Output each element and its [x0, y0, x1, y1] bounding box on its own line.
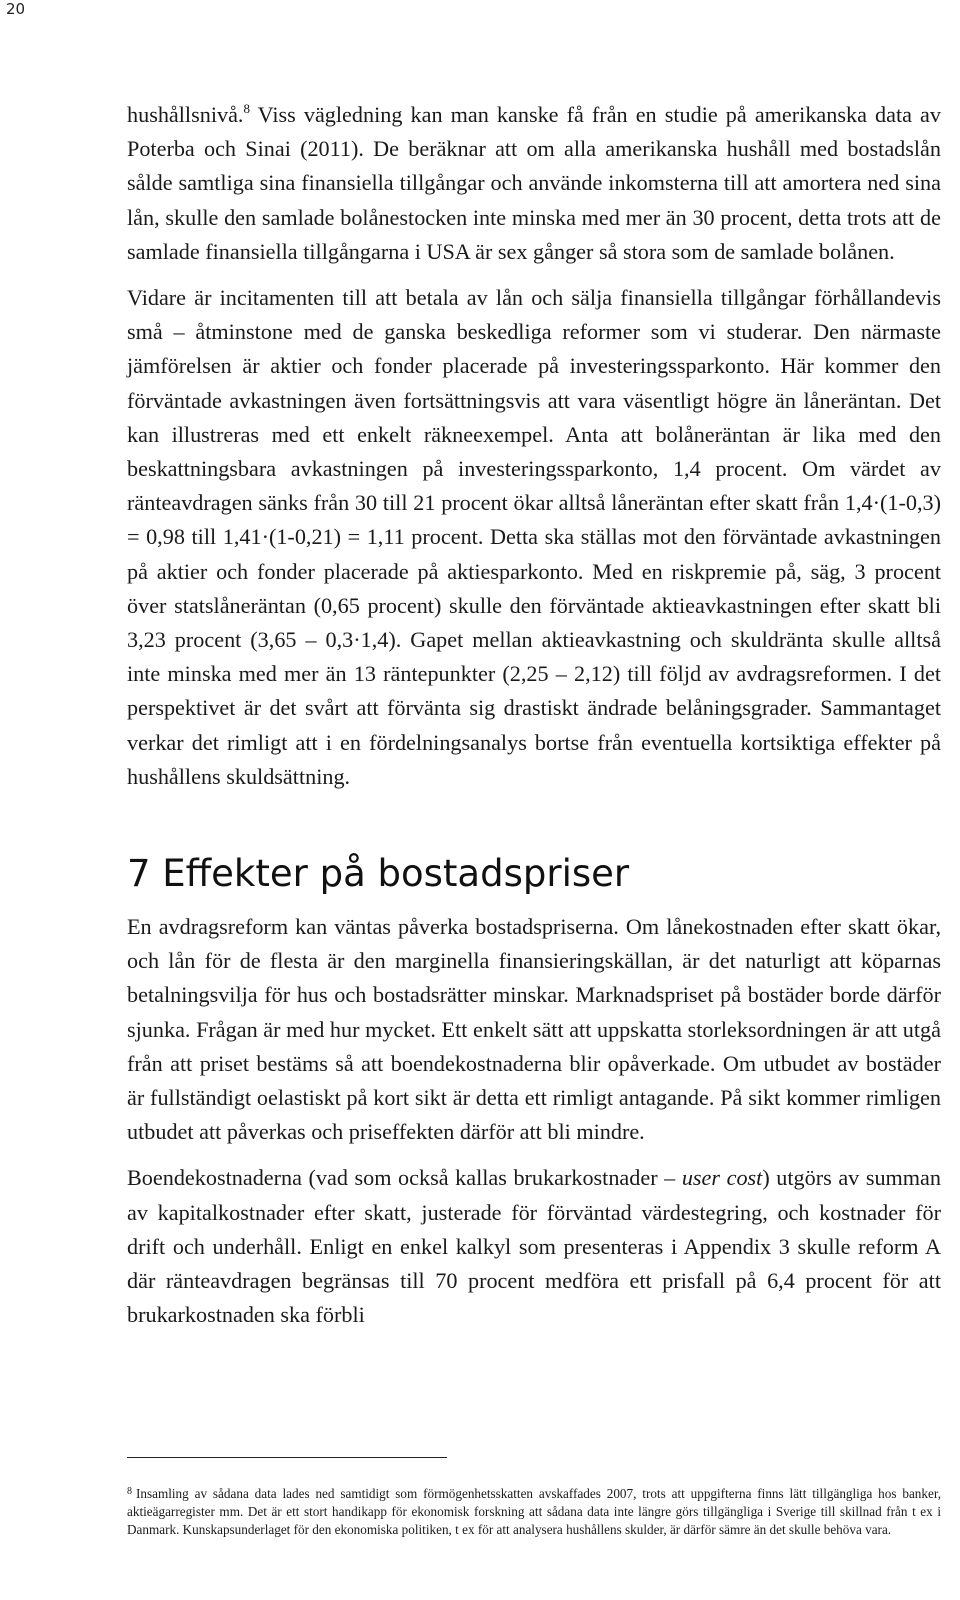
footnote-text: Insamling av sådana data lades ned samtidigt som förmögenhetsskatten avskaffades 2007, trots att uppgifterna finns lätt tillgängliga hos banker, aktieägarregister mm. Det är ett stort handikapp för ekonomisk forskning att sådana data inte längre görs tillgängliga i Sverige till skillnad från t ex i Danmark. Kunskapsunderlaget för den ekonomiska politiken, t ex för att analysera hushållens skulder, är därför sämre än det skulle behöva vara. [127, 1486, 941, 1538]
paragraph-section-2-start: Boendekostnaderna (vad som också kallas brukarkostnader – [127, 1165, 682, 1191]
footnote-marker: 8 [127, 1486, 132, 1497]
user-cost-term: user cost [681, 1165, 763, 1191]
paragraph-intro [127, 98, 941, 269]
section-heading: 7 Effekter på bostadspriser [127, 852, 630, 896]
footnote-separator [127, 1457, 447, 1458]
paragraph-incentives: Vidare är incitamenten till att betala av lån och sälja finansiella tillgångar förhållandevis små – åtminstone med de ganska beskedliga reformer som vi studerar. Den närmaste jämförelsen är aktier och fonder placerade på investeringssparkonto. Här kommer den förväntade avkastningen även fortsättningsvis att vara väsentligt högre än låneräntan. Det kan illustreras med ett enkelt räkneexempel. Anta att bolåneräntan är lika med den beskattningsbara avkastningen på investeringssparkonto, 1,4 procent. Om värdet av ränteavdragen sänks från 30 till 21 procent ökar alltså låneräntan efter skatt från 1,4·(1-0,3) = 0,98 till 1,41·(1-0,21) = 1,11 procent. Detta ska ställas mot den förväntade avkastningen på aktier och fonder placerade på aktiesparkonto. Med en riskpremie på, säg, 3 procent över statslåneräntan (0,65 procent) skulle den förväntade aktieavkastningen efter skatt bli 3,23 procent (3,65 – 0,3·1,4). Gapet mellan aktieavkastning och skuldränta skulle alltså inte minska med mer än 13 räntepunkter (2,25 – 2,12) till följd av avdragsreformen. I det perspektivet är det svårt att förvänta sig drastiskt ändrade belåningsgrader. Sammantaget verkar det rimligt att i en fördelningsanalys bortse från eventuella kortsiktiga effekter på hushållens skuldsättning. [127, 285, 941, 789]
paragraph-intro-rest: Viss vägledning kan man kanske få från en studie på amerikanska data av Poterba och Sinai (2011). De beräknar att om alla amerikanska hushåll med bostadslån sålde samtliga sina finansiella tillgångar och använde inkomsterna till att amortera ned sina lån, skulle den samlade bolånestocken inte minska med mer än 30 procent, detta trots att de samlade finansiella tillgångarna i USA är sex gånger så stora som de samlade bolånen. [127, 102, 941, 264]
paragraph-intro-start: hushållsnivå. [127, 102, 244, 127]
paragraph-section-2 [127, 1161, 941, 1332]
footnote-reference-8[interactable]: 8 [243, 100, 250, 116]
paragraph-section-1: En avdragsreform kan väntas påverka bostadspriserna. Om lånekostnaden efter skatt ökar, och lån för de flesta är den marginella finansieringskällan, är det naturligt att köparnas betalningsvilja för hus och bostadsrätter minskar. Marknadspriset på bostäder borde därför sjunka. Frågan är med hur mycket. Ett enkelt sätt att uppskatta storleksordningen är att utgå från att priset bestäms så att boendekostnaderna blir opåverkade. Om utbudet av bostäder är fullständigt oelastiskt på kort sikt är detta ett rimligt antagande. På sikt kommer rimligen utbudet att påverkas och priseffekten därför att bli mindre. [127, 914, 941, 1145]
page-number: 20 [6, 0, 26, 18]
main-content [127, 98, 941, 1345]
footnote-8 [127, 1485, 941, 1540]
paragraph-section-2-rest: ) utgörs av summan av kapitalkostnader efter skatt, justerade för förväntad värdestegring, och kostnader för drift och underhåll. Enligt en enkel kalkyl som presenteras i Appendix 3 skulle reform A där ränteavdragen begränsas till 70 procent medföra ett prisfall på 6,4 procent för att brukarkostnaden ska förbli [127, 1165, 941, 1328]
